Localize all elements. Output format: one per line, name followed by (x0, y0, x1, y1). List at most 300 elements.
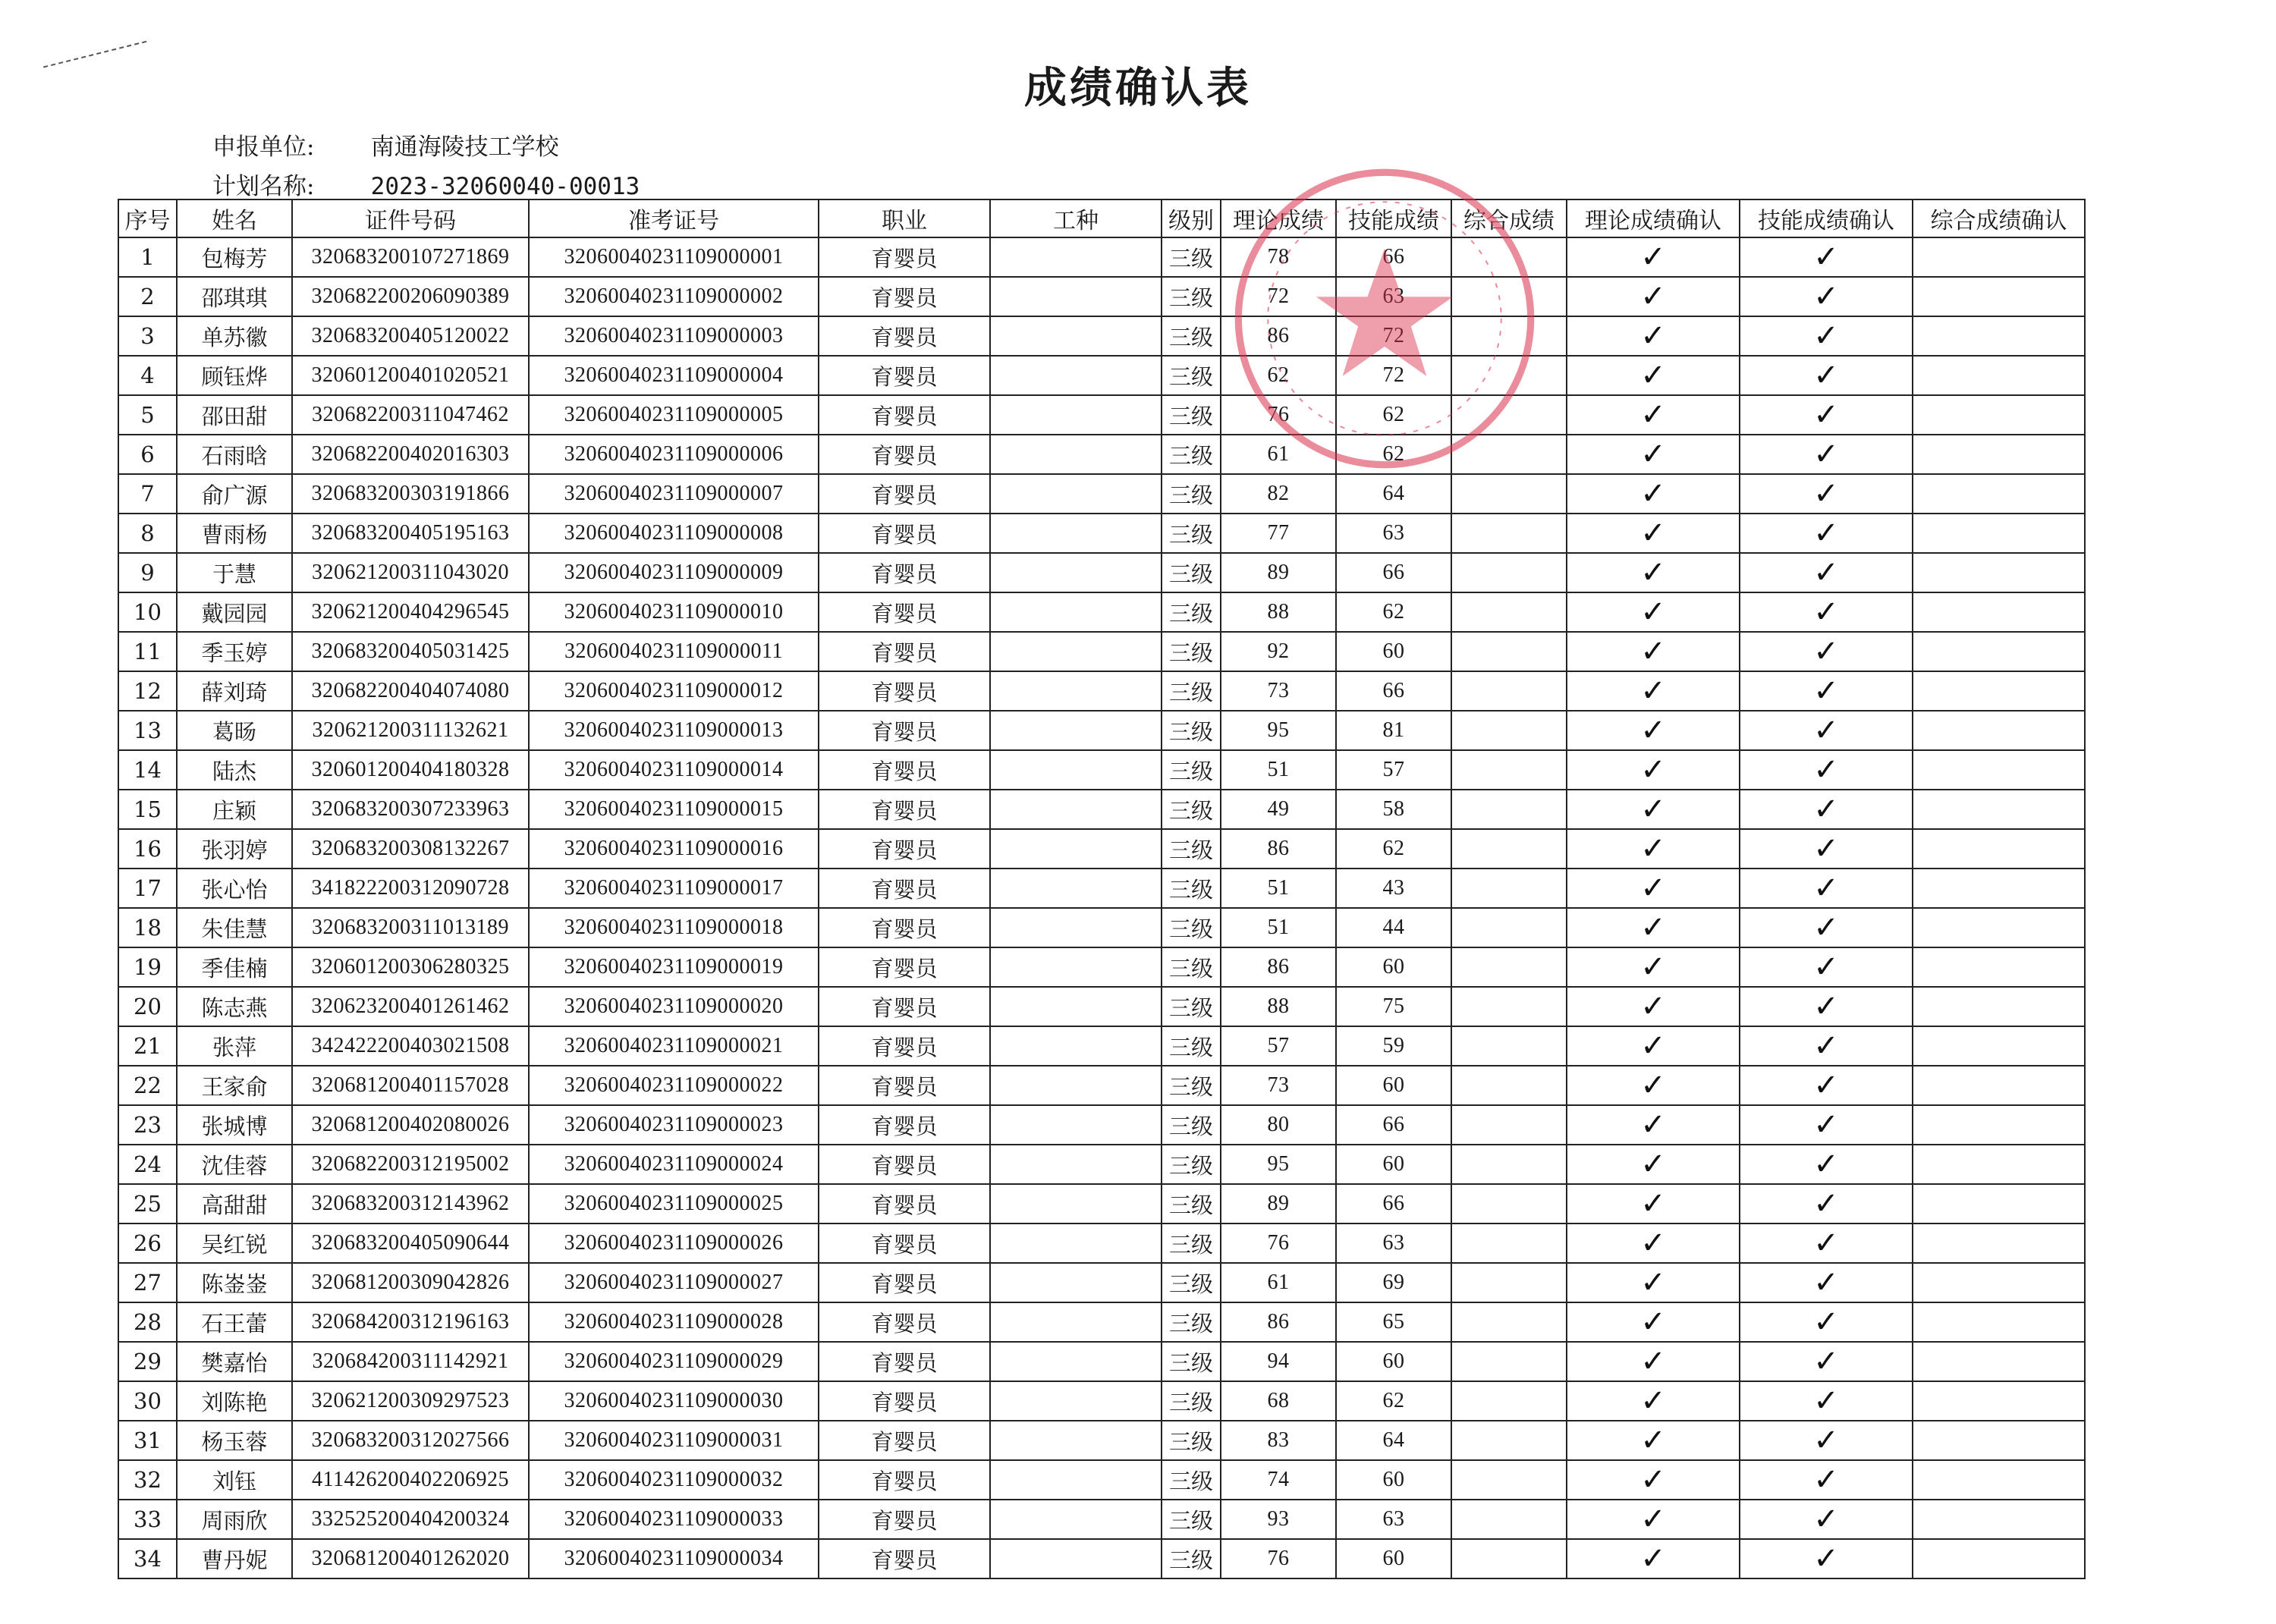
check-mark-icon: ✓ (1640, 319, 1666, 353)
theory-confirm-cell (1567, 1539, 1740, 1578)
total-confirm-cell (1913, 829, 2085, 869)
applicant-unit-value: 南通海陵技工学校 (370, 134, 559, 161)
cell-skill: 81 (1336, 711, 1451, 750)
cell-name: 沈佳蓉 (177, 1145, 292, 1184)
cell-skill: 60 (1336, 947, 1451, 987)
cell-exam: 32060040231109000033 (529, 1500, 819, 1539)
cell-type (990, 1421, 1162, 1460)
score-table (118, 199, 2086, 1579)
cell-type (990, 1302, 1162, 1342)
cell-name: 杨玉蓉 (177, 1421, 292, 1460)
cell-theory: 72 (1221, 277, 1336, 316)
cell-id: 320682200404074080 (292, 671, 529, 711)
check-mark-icon: ✓ (1813, 1462, 1839, 1497)
cell-type (990, 1342, 1162, 1381)
skill-confirm-cell (1740, 474, 1913, 514)
check-mark-icon: ✓ (1813, 1265, 1839, 1300)
cell-id: 320683200308132267 (292, 829, 529, 869)
cell-skill: 44 (1336, 908, 1451, 947)
total-confirm-cell (1913, 1302, 2085, 1342)
theory-confirm-cell (1567, 1302, 1740, 1342)
skill-confirm-cell (1740, 592, 1913, 632)
cell-name: 陈崟崟 (177, 1263, 292, 1302)
cell-exam: 32060040231109000026 (529, 1223, 819, 1263)
check-mark-icon: ✓ (1640, 1384, 1666, 1418)
page-title: 成绩确认表 (1024, 63, 1252, 113)
total-confirm-cell (1913, 1105, 2085, 1145)
check-mark-icon: ✓ (1813, 1502, 1839, 1537)
cell-total (1451, 553, 1567, 592)
total-confirm-cell (1913, 435, 2085, 474)
table-row (118, 711, 2085, 750)
col-header-level: 级别 (1162, 199, 1221, 237)
total-confirm-cell (1913, 474, 2085, 514)
check-mark-icon: ✓ (1640, 871, 1666, 906)
cell-skill: 66 (1336, 1184, 1451, 1223)
cell-level: 三级 (1162, 356, 1221, 395)
cell-level: 三级 (1162, 1500, 1221, 1539)
cell-theory: 95 (1221, 711, 1336, 750)
cell-theory: 68 (1221, 1381, 1336, 1421)
theory-confirm-cell (1567, 987, 1740, 1026)
check-mark-icon: ✓ (1640, 674, 1666, 708)
check-mark-icon: ✓ (1813, 1186, 1839, 1221)
total-confirm-cell (1913, 987, 2085, 1026)
cell-skill: 72 (1336, 356, 1451, 395)
table-row (118, 1539, 2085, 1578)
cell-skill: 64 (1336, 1421, 1451, 1460)
table-header-row (118, 199, 2085, 237)
cell-total (1451, 1145, 1567, 1184)
check-mark-icon: ✓ (1640, 989, 1666, 1024)
cell-no: 5 (118, 395, 177, 435)
cell-type (990, 1460, 1162, 1500)
cell-name: 邵田甜 (177, 395, 292, 435)
cell-exam: 32060040231109000015 (529, 790, 819, 829)
cell-id: 320621200404296545 (292, 592, 529, 632)
cell-name: 高甜甜 (177, 1184, 292, 1223)
col-header-job: 职业 (819, 199, 990, 237)
cell-skill: 60 (1336, 1145, 1451, 1184)
cell-name: 邵琪琪 (177, 277, 292, 316)
total-confirm-cell (1913, 632, 2085, 671)
cell-level: 三级 (1162, 947, 1221, 987)
cell-skill: 66 (1336, 237, 1451, 277)
table-row (118, 356, 2085, 395)
cell-skill: 63 (1336, 514, 1451, 553)
cell-name: 于慧 (177, 553, 292, 592)
cell-job: 育婴员 (819, 435, 990, 474)
cell-exam: 32060040231109000031 (529, 1421, 819, 1460)
cell-level: 三级 (1162, 750, 1221, 790)
cell-total (1451, 987, 1567, 1026)
col-header-name: 姓名 (177, 199, 292, 237)
total-confirm-cell (1913, 1381, 2085, 1421)
cell-level: 三级 (1162, 277, 1221, 316)
total-confirm-cell (1913, 316, 2085, 356)
cell-no: 2 (118, 277, 177, 316)
table-row (118, 671, 2085, 711)
cell-no: 25 (118, 1184, 177, 1223)
cell-type (990, 237, 1162, 277)
cell-type (990, 435, 1162, 474)
check-mark-icon: ✓ (1640, 792, 1666, 827)
cell-level: 三级 (1162, 1342, 1221, 1381)
theory-confirm-cell (1567, 632, 1740, 671)
theory-confirm-cell (1567, 356, 1740, 395)
cell-name: 刘陈艳 (177, 1381, 292, 1421)
cell-theory: 51 (1221, 908, 1336, 947)
cell-level: 三级 (1162, 237, 1221, 277)
cell-total (1451, 514, 1567, 553)
cell-id: 320683200405090644 (292, 1223, 529, 1263)
check-mark-icon: ✓ (1640, 1541, 1666, 1576)
cell-level: 三级 (1162, 1145, 1221, 1184)
check-mark-icon: ✓ (1640, 1226, 1666, 1261)
cell-skill: 59 (1336, 1026, 1451, 1066)
check-mark-icon: ✓ (1640, 950, 1666, 985)
check-mark-icon: ✓ (1640, 1147, 1666, 1182)
cell-id: 320683200307233963 (292, 790, 529, 829)
theory-confirm-cell (1567, 316, 1740, 356)
applicant-unit-label: 申报单位: (212, 134, 315, 161)
theory-confirm-cell (1567, 1223, 1740, 1263)
cell-total (1451, 395, 1567, 435)
cell-id: 320601200401020521 (292, 356, 529, 395)
cell-id: 320684200311142921 (292, 1342, 529, 1381)
cell-job: 育婴员 (819, 1026, 990, 1066)
cell-no: 24 (118, 1145, 177, 1184)
total-confirm-cell (1913, 750, 2085, 790)
cell-job: 育婴员 (819, 790, 990, 829)
cell-level: 三级 (1162, 1381, 1221, 1421)
check-mark-icon: ✓ (1813, 713, 1839, 748)
cell-exam: 32060040231109000021 (529, 1026, 819, 1066)
cell-id: 320681200401262020 (292, 1539, 529, 1578)
check-mark-icon: ✓ (1640, 555, 1666, 590)
cell-no: 32 (118, 1460, 177, 1500)
table-row (118, 316, 2085, 356)
theory-confirm-cell (1567, 1263, 1740, 1302)
cell-level: 三级 (1162, 1539, 1221, 1578)
cell-total (1451, 711, 1567, 750)
skill-confirm-cell (1740, 1105, 1913, 1145)
cell-theory: 86 (1221, 947, 1336, 987)
table-row (118, 474, 2085, 514)
cell-exam: 32060040231109000010 (529, 592, 819, 632)
cell-type (990, 671, 1162, 711)
table-row (118, 790, 2085, 829)
cell-total (1451, 316, 1567, 356)
cell-type (990, 395, 1162, 435)
check-mark-icon: ✓ (1640, 752, 1666, 787)
cell-id: 320683200312027566 (292, 1421, 529, 1460)
cell-total (1451, 1381, 1567, 1421)
skill-confirm-cell (1740, 1460, 1913, 1500)
cell-name: 刘钰 (177, 1460, 292, 1500)
table-row (118, 632, 2085, 671)
cell-exam: 32060040231109000002 (529, 277, 819, 316)
check-mark-icon: ✓ (1640, 831, 1666, 866)
check-mark-icon: ✓ (1813, 1068, 1839, 1103)
cell-skill: 62 (1336, 1381, 1451, 1421)
cell-name: 季佳楠 (177, 947, 292, 987)
cell-job: 育婴员 (819, 1342, 990, 1381)
cell-no: 4 (118, 356, 177, 395)
cell-total (1451, 947, 1567, 987)
cell-job: 育婴员 (819, 1066, 990, 1105)
table-row (118, 1460, 2085, 1500)
cell-theory: 83 (1221, 1421, 1336, 1460)
cell-exam: 32060040231109000023 (529, 1105, 819, 1145)
cell-exam: 32060040231109000029 (529, 1342, 819, 1381)
cell-exam: 32060040231109000027 (529, 1263, 819, 1302)
col-header-total-confirm: 综合成绩确认 (1913, 199, 2085, 237)
cell-exam: 32060040231109000020 (529, 987, 819, 1026)
table-row (118, 1342, 2085, 1381)
col-header-theory: 理论成绩 (1221, 199, 1336, 237)
theory-confirm-cell (1567, 1066, 1740, 1105)
table-row (118, 1026, 2085, 1066)
cell-exam: 32060040231109000004 (529, 356, 819, 395)
theory-confirm-cell (1567, 474, 1740, 514)
skill-confirm-cell (1740, 1026, 1913, 1066)
cell-theory: 92 (1221, 632, 1336, 671)
cell-total (1451, 671, 1567, 711)
check-mark-icon: ✓ (1813, 950, 1839, 985)
skill-confirm-cell (1740, 711, 1913, 750)
cell-total (1451, 790, 1567, 829)
cell-exam: 32060040231109000032 (529, 1460, 819, 1500)
table-row (118, 553, 2085, 592)
cell-no: 31 (118, 1421, 177, 1460)
cell-job: 育婴员 (819, 1381, 990, 1421)
cell-name: 周雨欣 (177, 1500, 292, 1539)
table-body (118, 237, 2085, 1578)
cell-level: 三级 (1162, 435, 1221, 474)
cell-level: 三级 (1162, 514, 1221, 553)
cell-job: 育婴员 (819, 987, 990, 1026)
cell-no: 10 (118, 592, 177, 632)
skill-confirm-cell (1740, 987, 1913, 1026)
total-confirm-cell (1913, 553, 2085, 592)
total-confirm-cell (1913, 947, 2085, 987)
cell-no: 11 (118, 632, 177, 671)
cell-exam: 32060040231109000011 (529, 632, 819, 671)
cell-theory: 74 (1221, 1460, 1336, 1500)
check-mark-icon: ✓ (1813, 752, 1839, 787)
theory-confirm-cell (1567, 514, 1740, 553)
cell-name: 单苏徽 (177, 316, 292, 356)
cell-job: 育婴员 (819, 1184, 990, 1223)
skill-confirm-cell (1740, 1066, 1913, 1105)
table-row (118, 1223, 2085, 1263)
cell-level: 三级 (1162, 1460, 1221, 1500)
cell-name: 樊嘉怡 (177, 1342, 292, 1381)
cell-theory: 57 (1221, 1026, 1336, 1066)
cell-no: 21 (118, 1026, 177, 1066)
cell-theory: 77 (1221, 514, 1336, 553)
cell-skill: 63 (1336, 1500, 1451, 1539)
cell-skill: 75 (1336, 987, 1451, 1026)
skill-confirm-cell (1740, 869, 1913, 908)
cell-total (1451, 1026, 1567, 1066)
cell-level: 三级 (1162, 908, 1221, 947)
cell-job: 育婴员 (819, 750, 990, 790)
cell-name: 吴红锐 (177, 1223, 292, 1263)
cell-theory: 93 (1221, 1500, 1336, 1539)
skill-confirm-cell (1740, 356, 1913, 395)
cell-level: 三级 (1162, 671, 1221, 711)
cell-type (990, 1381, 1162, 1421)
cell-name: 薛刘琦 (177, 671, 292, 711)
theory-confirm-cell (1567, 1460, 1740, 1500)
cell-no: 13 (118, 711, 177, 750)
cell-skill: 62 (1336, 395, 1451, 435)
cell-total (1451, 1263, 1567, 1302)
cell-id: 320681200309042826 (292, 1263, 529, 1302)
cell-name: 戴园园 (177, 592, 292, 632)
check-mark-icon: ✓ (1640, 1305, 1666, 1340)
cell-type (990, 1223, 1162, 1263)
check-mark-icon: ✓ (1640, 358, 1666, 393)
cell-skill: 62 (1336, 435, 1451, 474)
cell-name: 张萍 (177, 1026, 292, 1066)
cell-job: 育婴员 (819, 671, 990, 711)
theory-confirm-cell (1567, 829, 1740, 869)
theory-confirm-cell (1567, 908, 1740, 947)
cell-type (990, 474, 1162, 514)
cell-level: 三级 (1162, 1066, 1221, 1105)
cell-job: 育婴员 (819, 947, 990, 987)
table-row (118, 237, 2085, 277)
check-mark-icon: ✓ (1640, 279, 1666, 314)
cell-id: 342422200403021508 (292, 1026, 529, 1066)
check-mark-icon: ✓ (1640, 1186, 1666, 1221)
skill-confirm-cell (1740, 435, 1913, 474)
cell-level: 三级 (1162, 1302, 1221, 1342)
col-header-skill: 技能成绩 (1336, 199, 1451, 237)
total-confirm-cell (1913, 711, 2085, 750)
cell-type (990, 316, 1162, 356)
cell-total (1451, 1500, 1567, 1539)
cell-type (990, 869, 1162, 908)
cell-name: 季玉婷 (177, 632, 292, 671)
cell-total (1451, 592, 1567, 632)
cell-type (990, 1066, 1162, 1105)
check-mark-icon: ✓ (1813, 634, 1839, 669)
cell-skill: 60 (1336, 632, 1451, 671)
cell-skill: 60 (1336, 1460, 1451, 1500)
cell-exam: 32060040231109000012 (529, 671, 819, 711)
cell-type (990, 632, 1162, 671)
table-row (118, 1184, 2085, 1223)
cell-id: 320683200312143962 (292, 1184, 529, 1223)
check-mark-icon: ✓ (1640, 1502, 1666, 1537)
cell-id: 320601200306280325 (292, 947, 529, 987)
cell-theory: 88 (1221, 592, 1336, 632)
cell-type (990, 790, 1162, 829)
cell-skill: 63 (1336, 277, 1451, 316)
cell-type (990, 1026, 1162, 1066)
cell-theory: 89 (1221, 553, 1336, 592)
cell-skill: 66 (1336, 553, 1451, 592)
theory-confirm-cell (1567, 237, 1740, 277)
cell-total (1451, 908, 1567, 947)
cell-type (990, 1145, 1162, 1184)
check-mark-icon: ✓ (1813, 1107, 1839, 1142)
cell-skill: 60 (1336, 1066, 1451, 1105)
cell-id: 320601200404180328 (292, 750, 529, 790)
cell-type (990, 1184, 1162, 1223)
table-row (118, 592, 2085, 632)
col-header-type: 工种 (990, 199, 1162, 237)
total-confirm-cell (1913, 1342, 2085, 1381)
cell-id: 320683200405031425 (292, 632, 529, 671)
check-mark-icon: ✓ (1813, 871, 1839, 906)
skill-confirm-cell (1740, 829, 1913, 869)
total-confirm-cell (1913, 1421, 2085, 1460)
cell-level: 三级 (1162, 869, 1221, 908)
applicant-unit (212, 127, 559, 162)
cell-theory: 61 (1221, 435, 1336, 474)
cell-job: 育婴员 (819, 474, 990, 514)
cell-id: 320683200107271869 (292, 237, 529, 277)
cell-no: 23 (118, 1105, 177, 1145)
cell-skill: 58 (1336, 790, 1451, 829)
cell-exam: 32060040231109000016 (529, 829, 819, 869)
cell-no: 12 (118, 671, 177, 711)
cell-exam: 32060040231109000017 (529, 869, 819, 908)
table-row (118, 947, 2085, 987)
skill-confirm-cell (1740, 1500, 1913, 1539)
cell-exam: 32060040231109000003 (529, 316, 819, 356)
cell-name: 顾钰烨 (177, 356, 292, 395)
table-row (118, 514, 2085, 553)
table-row (118, 277, 2085, 316)
check-mark-icon: ✓ (1640, 1265, 1666, 1300)
cell-job: 育婴员 (819, 711, 990, 750)
cell-id: 320682200402016303 (292, 435, 529, 474)
table-row (118, 869, 2085, 908)
cell-theory: 73 (1221, 671, 1336, 711)
cell-job: 育婴员 (819, 869, 990, 908)
cell-name: 石王蕾 (177, 1302, 292, 1342)
total-confirm-cell (1913, 1145, 2085, 1184)
cell-type (990, 1105, 1162, 1145)
cell-total (1451, 277, 1567, 316)
cell-total (1451, 1184, 1567, 1223)
cell-total (1451, 237, 1567, 277)
cell-level: 三级 (1162, 1105, 1221, 1145)
cell-id: 320683200311013189 (292, 908, 529, 947)
cell-name: 陈志燕 (177, 987, 292, 1026)
cell-no: 28 (118, 1302, 177, 1342)
check-mark-icon: ✓ (1813, 1029, 1839, 1063)
skill-confirm-cell (1740, 1223, 1913, 1263)
table-row (118, 1066, 2085, 1105)
cell-exam: 32060040231109000028 (529, 1302, 819, 1342)
cell-no: 27 (118, 1263, 177, 1302)
cell-job: 育婴员 (819, 829, 990, 869)
cell-exam: 32060040231109000001 (529, 237, 819, 277)
skill-confirm-cell (1740, 632, 1913, 671)
cell-no: 6 (118, 435, 177, 474)
cell-exam: 32060040231109000025 (529, 1184, 819, 1223)
cell-total (1451, 1460, 1567, 1500)
check-mark-icon: ✓ (1813, 831, 1839, 866)
col-header-id: 证件号码 (292, 199, 529, 237)
